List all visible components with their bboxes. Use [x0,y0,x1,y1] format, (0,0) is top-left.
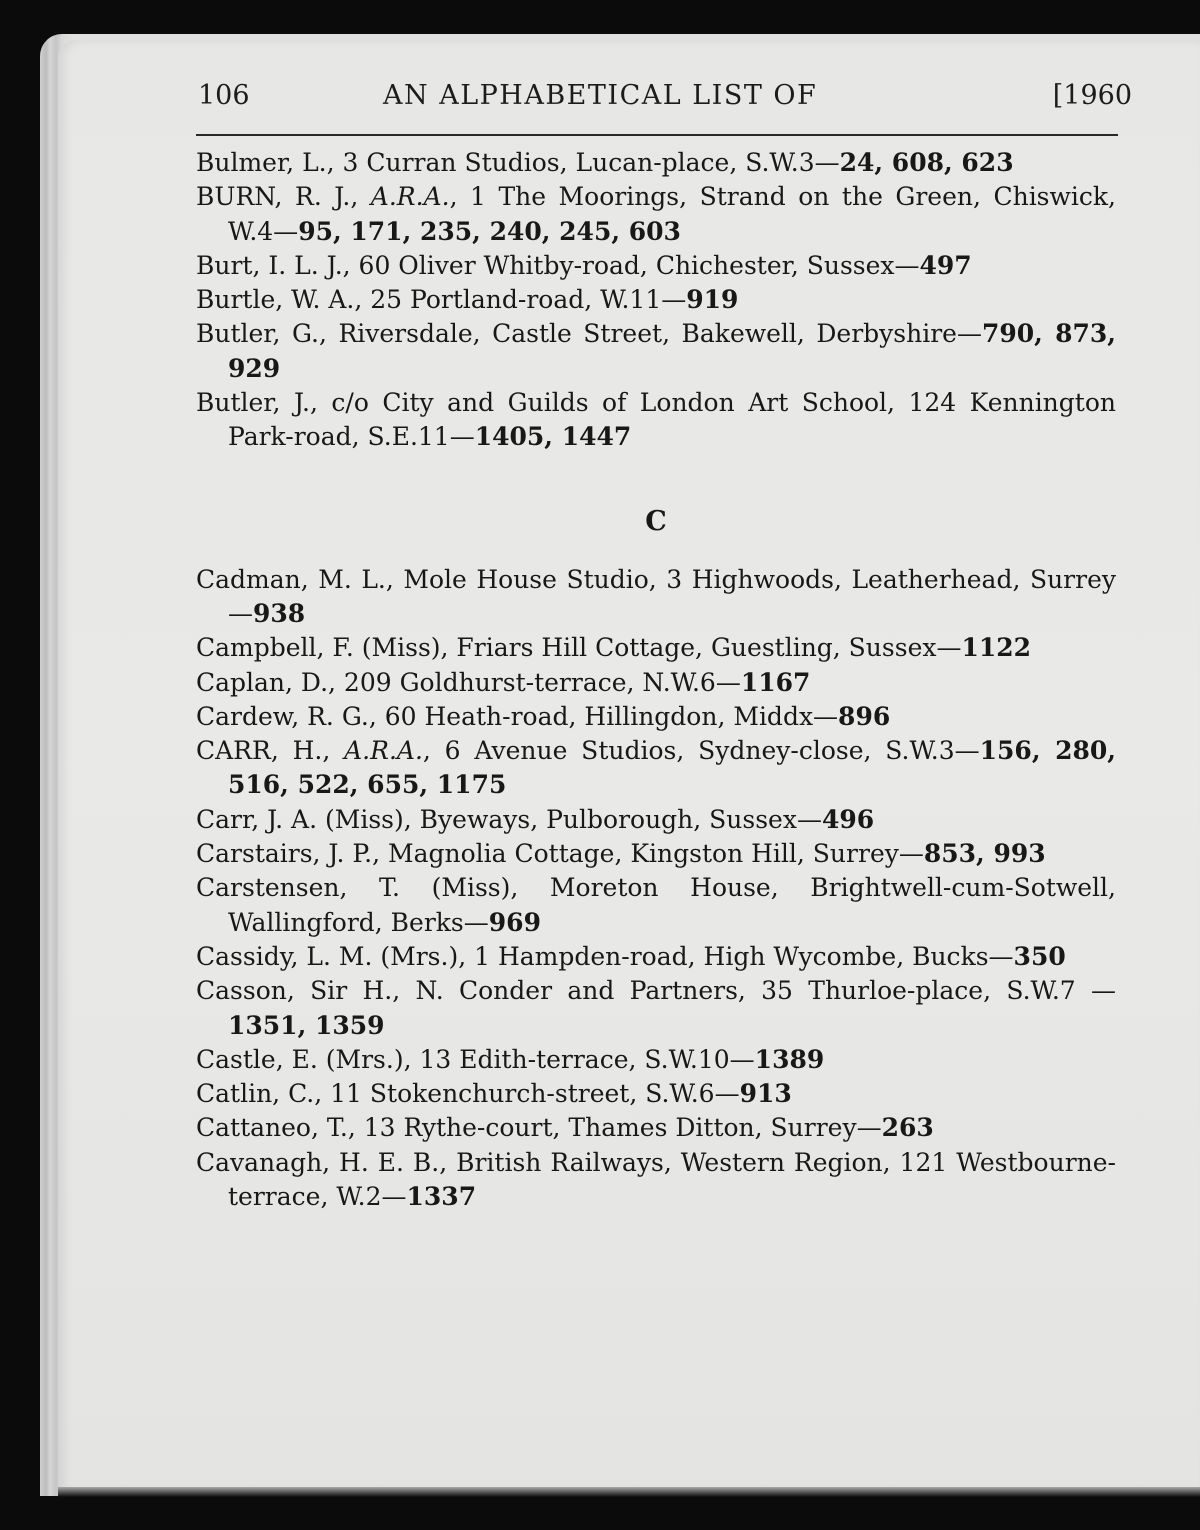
list-entry: BURN, R. J., A.R.A., 1 The Moorings, Strand on the Green, Chiswick, W.4—95, 171, 235, 240, 245, 603 [196,182,1117,246]
running-year: [1960 [1052,80,1132,111]
list-entry: CARR, H., A.R.A., 6 Avenue Studios, Sydney-close, S.W.3—156, 280, 516, 522, 655, 1175 [196,736,1116,800]
entries-list-b [196,146,1116,1214]
list-entry: Casson, Sir H., N. Conder and Partners, 35 Thurloe-place, S.W.7 —1351, 1359 [196,976,1116,1040]
list-entry: Bulmer, L., 3 Curran Studios, Lucan-place, S.W.3—24, 608, 623 [196,148,1014,177]
list-entry: Cardew, R. G., 60 Heath-road, Hillingdon, Middx—896 [196,701,891,731]
list-entry: Carr, J. A. (Miss), Byeways, Pulborough, Sussex—496 [196,804,875,834]
list-entry: Caplan, D., 209 Goldhurst-terrace, N.W.6—1167 [196,667,811,697]
list-entry: Castle, E. (Mrs.), 13 Edith-terrace, S.W.10—1389 [196,1044,825,1074]
list-entry: Burtle, W. A., 25 Portland-road, W.11—919 [196,285,739,315]
list-entry: Cavanagh, H. E. B., British Railways, Western Region, 121 Westbourne-terrace, W.2—1337 [196,1147,1116,1212]
list-entry: Butler, G., Riversdale, Castle Street, Bakewell, Derbyshire—790, 873, 929 [196,319,1117,383]
list-entry: Cassidy, L. M. (Mrs.), 1 Hampden-road, High Wycombe, Bucks—350 [196,941,1066,971]
section-heading: C [645,505,667,537]
page-shadow [58,1487,1200,1497]
running-head [198,80,1132,120]
header-rule [196,134,1118,136]
list-entry: Cadman, M. L., Mole House Studio, 3 Highwoods, Leatherhead, Surrey—938 [196,564,1116,628]
list-entry: Burt, I. L. J., 60 Oliver Whitby-road, Chichester, Sussex—497 [196,250,972,280]
list-entry: Butler, J., c/o City and Guilds of London Art School, 124 Kennington Park-road, S.E.11—1405, 1447 [196,388,1116,452]
list-entry: Carstairs, J. P., Magnolia Cottage, Kingston Hill, Surrey—853, 993 [196,839,1046,869]
list-entry: Catlin, C., 11 Stokenchurch-street, S.W.6—913 [196,1079,792,1109]
page-number: 106 [198,80,250,111]
list-entry: Carstensen, T. (Miss), Moreton House, Brightwell-cum-Sotwell, Wallingford, Berks—969 [196,873,1116,937]
running-title: AN ALPHABETICAL LIST OF [383,80,818,111]
list-entry: Cattaneo, T., 13 Rythe-court, Thames Ditton, Surrey—263 [196,1113,934,1143]
list-entry: Campbell, F. (Miss), Friars Hill Cottage, Guestling, Sussex—1122 [196,633,1032,663]
